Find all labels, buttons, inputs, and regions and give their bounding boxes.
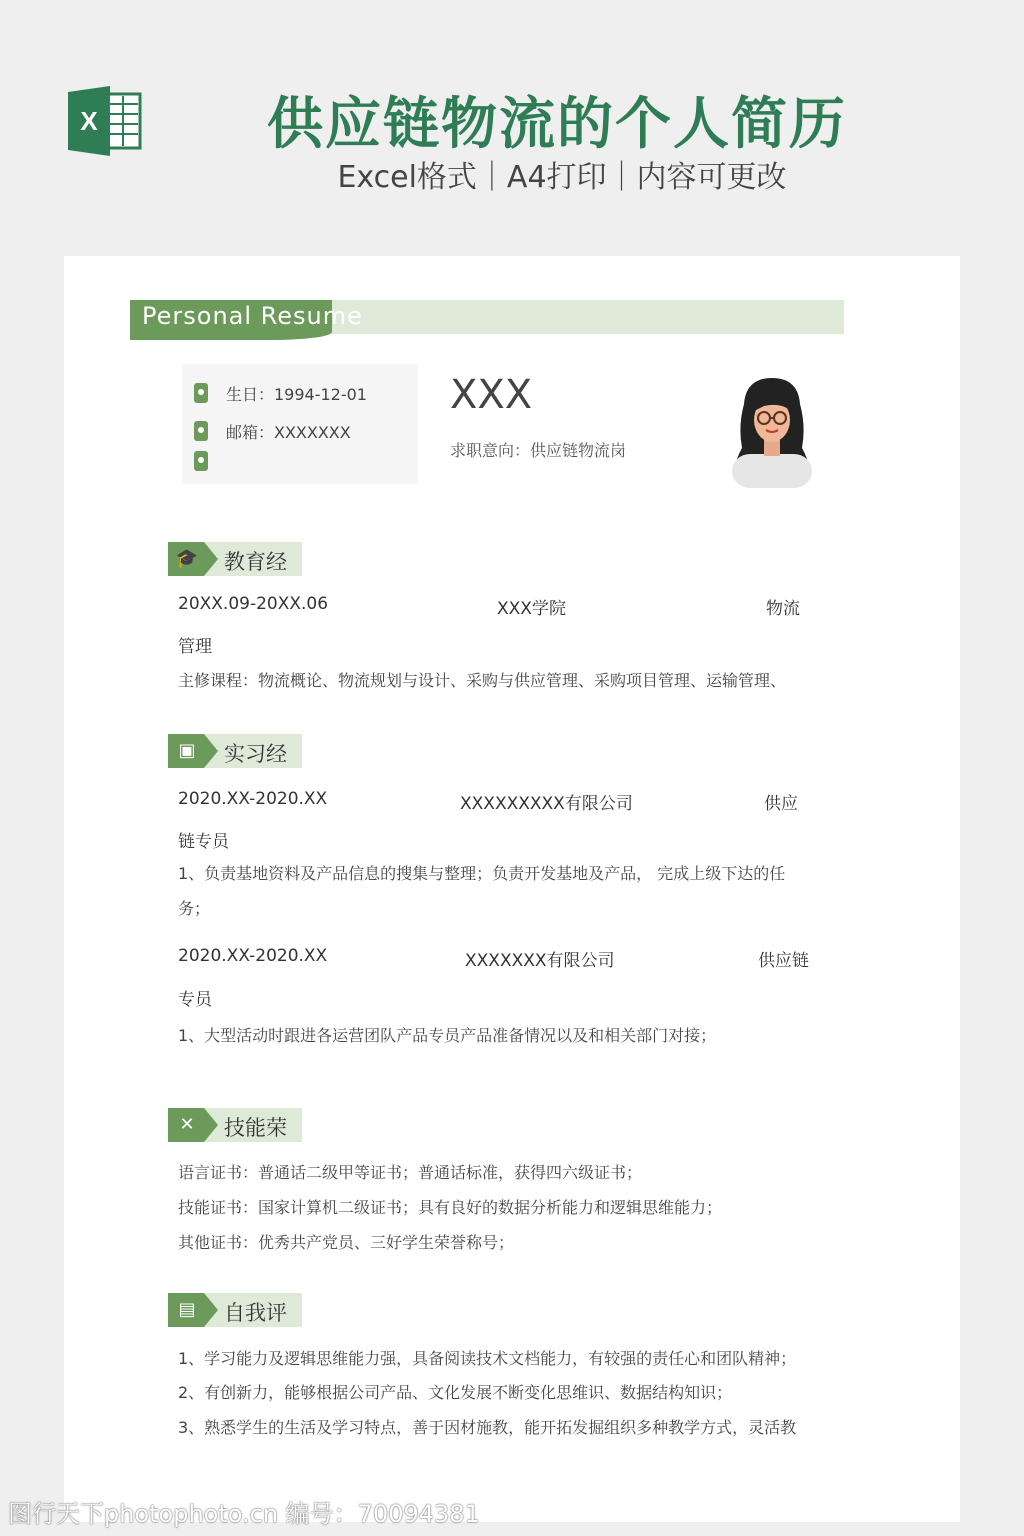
job2-role-b: 专员 [178, 990, 212, 1010]
person-icon [194, 383, 208, 403]
section-skills-title: 技能荣 [224, 1116, 287, 1140]
contact-box [182, 364, 418, 484]
edu-date: 20XX.09-20XX.06 [178, 594, 329, 614]
candidate-name: XXX [450, 372, 533, 418]
edu-major-a: 物流 [766, 599, 800, 619]
job1-desc-b: 务； [178, 899, 211, 918]
section-internship-header [168, 734, 302, 768]
job2-desc-a: 1、大型活动时跟进各运营团队产品专员产品准备情况以及和相关部门对接； [178, 1026, 717, 1045]
job1-role-b: 链专员 [178, 832, 229, 852]
graduation-cap-icon: 🎓 [175, 548, 199, 569]
avatar-illustration [730, 376, 814, 488]
page-title: 供应链物流的个人简历 [267, 92, 847, 157]
phone-row [194, 450, 226, 472]
section-skills-header [168, 1108, 302, 1142]
email-row [194, 420, 351, 442]
section-self-title: 自我评 [224, 1301, 287, 1325]
job1-company: XXXXXXXXX有限公司 [460, 794, 633, 814]
edu-courses: 主修课程：物流概论、物流规划与设计、采购与供应管理、采购项目管理、运输管理、 [178, 671, 787, 690]
page-subtitle: Excel格式｜A4打印｜内容可更改 [337, 160, 787, 195]
job2-role-a: 供应链 [758, 951, 809, 971]
logo-letter: X [80, 106, 98, 136]
briefcase-icon: ▣ [178, 740, 196, 761]
comment-icon: ▤ [178, 1299, 196, 1320]
skill-line-3: 其他证书：优秀共产党员、三好学生荣誉称号； [178, 1233, 515, 1252]
self-line-1: 1、学习能力及逻辑思维能力强，具备阅读技术文档能力，有较强的责任心和团队精神； [178, 1349, 797, 1368]
job1-date: 2020.XX-2020.XX [178, 789, 328, 809]
birth-row [194, 382, 367, 404]
section-self-header [168, 1293, 302, 1327]
phone-icon [194, 451, 208, 471]
skill-line-1: 语言证书：普通话二级甲等证书；普通话标准，获得四六级证书； [178, 1163, 643, 1182]
section-education-header [168, 542, 302, 576]
job2-company: XXXXXXX有限公司 [465, 951, 615, 971]
mail-icon [194, 421, 208, 441]
section-internship-title: 实习经 [224, 742, 287, 766]
section-education-title: 教育经 [224, 550, 287, 574]
banner-text: Personal Resum [142, 302, 348, 330]
email-text: 邮箱：XXXXXXX [226, 422, 351, 442]
resume-sheet [64, 256, 960, 1522]
banner-text-tail: e [347, 302, 363, 330]
watermark: 图行天下photophoto.cn 编号：70094381 [8, 1500, 480, 1528]
job1-role-a: 供应 [764, 794, 798, 814]
tools-icon: ✕ [179, 1114, 195, 1135]
self-line-2: 2、有创新力，能够根据公司产品、文化发展不断变化思维识、数据结构知识； [178, 1383, 733, 1402]
self-line-3: 3、熟悉学生的生活及学习特点，善于因材施教，能开拓发掘组织多种教学方式，灵活教 [178, 1418, 797, 1437]
personal-resume-banner [130, 300, 844, 334]
edu-school: XXX学院 [497, 599, 566, 619]
birth-text: 生日：1994-12-01 [226, 384, 367, 404]
job-intent: 求职意向：供应链物流岗 [450, 441, 627, 460]
skill-line-2: 技能证书：国家计算机二级证书；具有良好的数据分析能力和逻辑思维能力； [178, 1198, 723, 1217]
edu-major-b: 管理 [178, 637, 212, 657]
job2-date: 2020.XX-2020.XX [178, 946, 328, 966]
job1-desc-a: 1、负责基地资料及产品信息的搜集与整理；负责开发基地及产品， 完成上级下达的任 [178, 864, 786, 883]
